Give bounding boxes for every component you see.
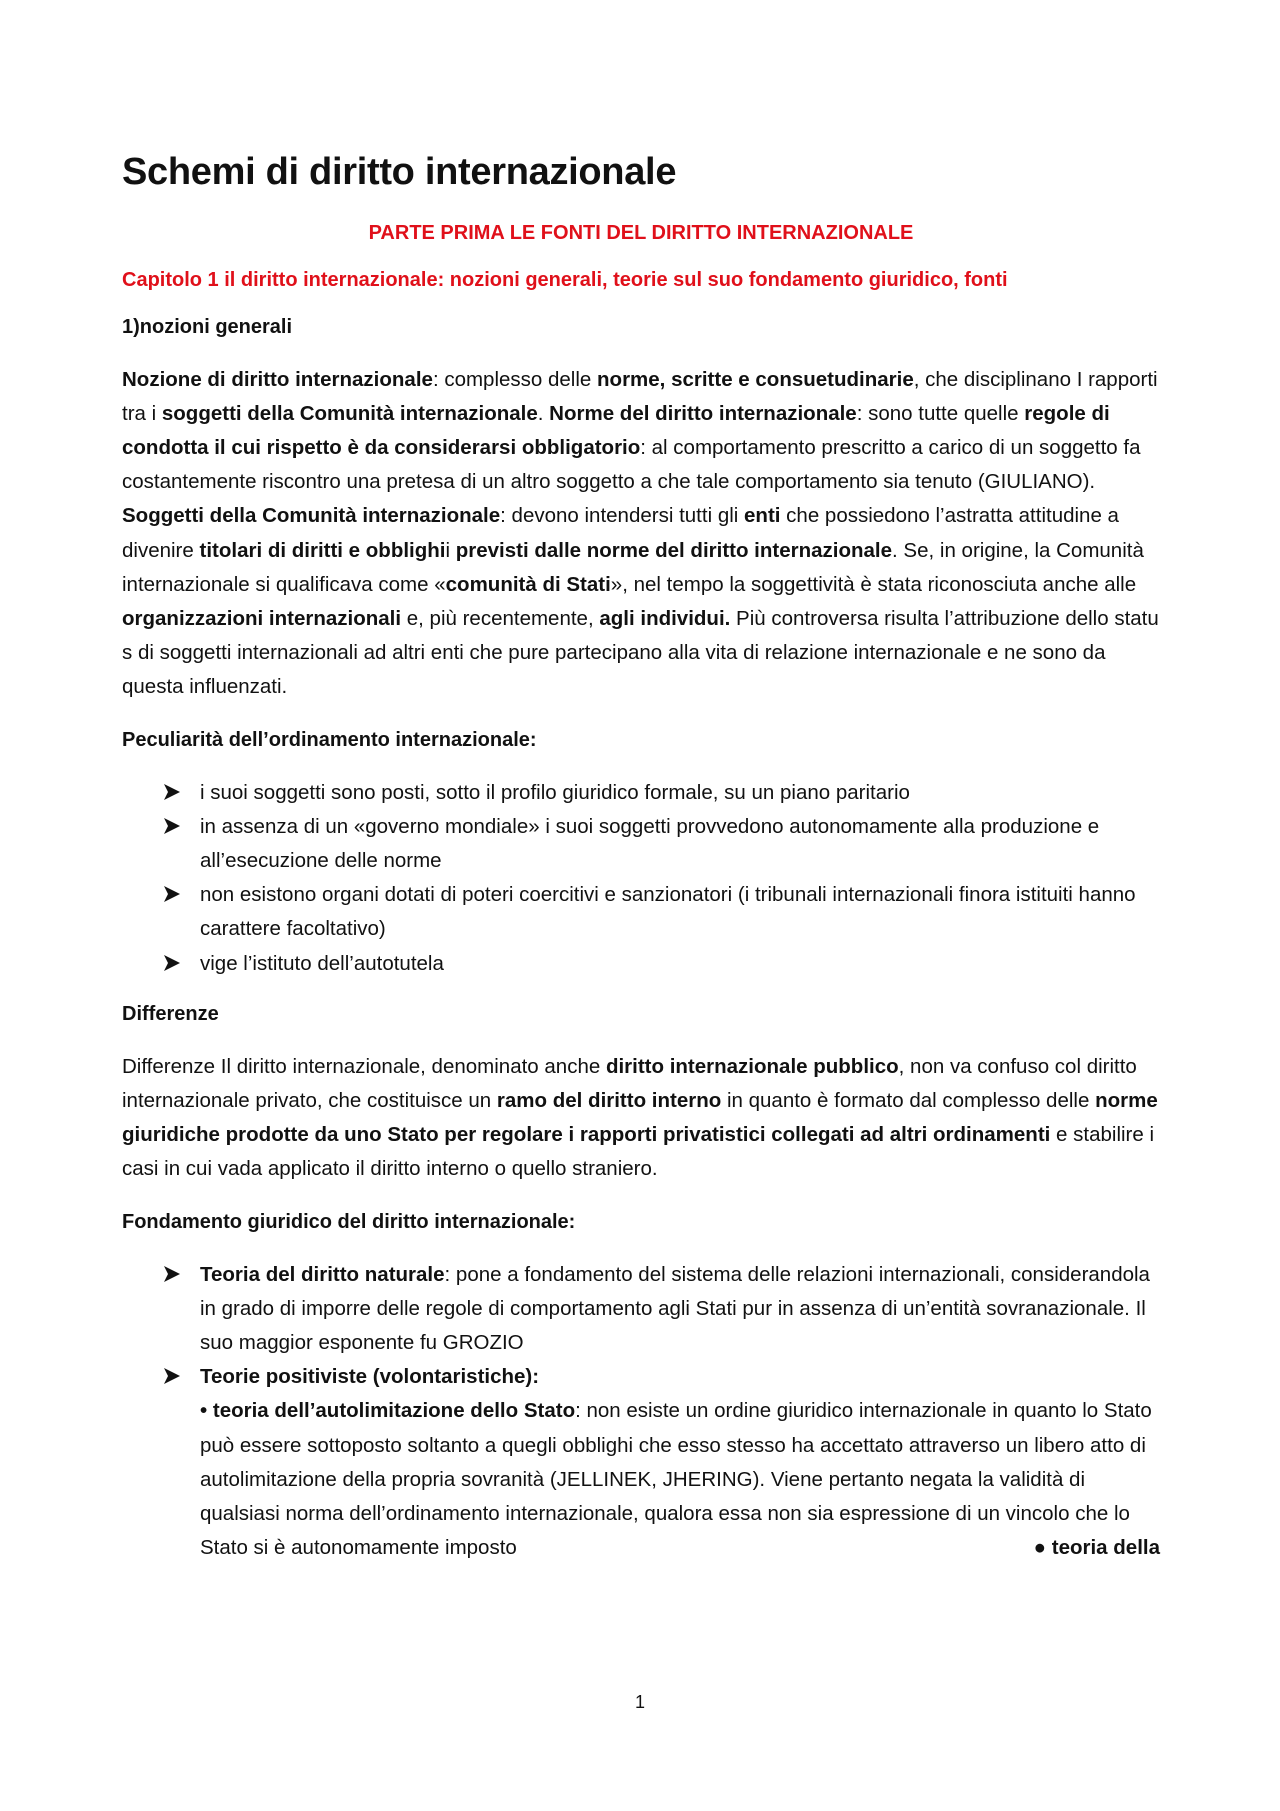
list-item-text: in assenza di un «governo mondiale» i suoi soggetti provvedono autonomamente alla produzione e all’esecuzione delle norme (200, 814, 1100, 873)
text-run: . (537, 401, 550, 425)
bold-term: Nozione di diritto internazionale (122, 367, 433, 391)
text-run: . Se, in origine, la Comunità internazionale si qualificava come « (122, 538, 1144, 596)
bold-term: diritto internazionale pubblico (605, 1054, 899, 1078)
text-run: : complesso delle (432, 367, 598, 391)
section-heading-differenze: Differenze (122, 1002, 219, 1025)
arrow-bullet-icon (162, 1366, 182, 1386)
bold-term: norme giuridiche prodotte da uno Stato per regolare i rapporti privatistici collegati ad altri ordinamenti (122, 1089, 1158, 1147)
list-item (200, 1360, 1160, 1565)
list-item (200, 776, 1160, 810)
arrow-bullet-icon (162, 884, 182, 904)
bold-term: Norme del diritto internazionale (549, 401, 857, 425)
bold-term: norme, scritte e consuetudinarie (597, 367, 914, 391)
page-number: 1 (634, 1692, 645, 1712)
list-item (200, 878, 1160, 946)
text-run: Differenze Il diritto internazionale, denominato anche (122, 1054, 606, 1078)
list-item-text: i suoi soggetti sono posti, sotto il profilo giuridico formale, su un piano paritario (200, 780, 910, 804)
bold-term: enti (744, 504, 781, 528)
arrow-bullet-icon (162, 953, 182, 973)
text-run: , che disciplinano I rapporti tra i (122, 367, 1158, 425)
text-run: Più controversa risulta l’attribuzione dello statu s di soggetti internazionali ad altri enti che pure partecipano alla vita di relazione internazionale e ne sono da questa influenzati. (122, 607, 1159, 699)
text-run: e stabilire i casi in cui vada applicato il diritto interno o quello straniero. (122, 1123, 1155, 1181)
arrow-bullet-icon (162, 782, 182, 802)
arrow-bullet-icon (162, 1264, 182, 1284)
theories-list (122, 1258, 1160, 1566)
section-heading-nozioni: 1)nozioni generali (122, 315, 293, 338)
text-run: e, più recentemente, (401, 607, 600, 631)
text-run: : non esiste un ordine giuridico internazionale in quanto lo Stato può essere sottoposto soltanto a quegli obblighi che esso stesso ha accettato attraverso un libero atto di autolimitazione della propria sovranità (JELLINEK, JHERING). Viene pertanto negata la validità di qualsiasi norma dell’ordinamento internazionale, qualora essa non sia espressione di un vincolo che lo Stato si è autonomamente imposto (200, 1399, 1152, 1560)
text-run: , non va confuso col diritto internazionale privato, che costituisce un (122, 1054, 1137, 1113)
bold-term: soggetti della Comunità internazionale (161, 401, 538, 425)
paragraph-nozioni (122, 363, 1160, 705)
list-item (200, 947, 1160, 981)
text-run: », nel tempo la soggettività è stata riconosciuta anche alle (610, 572, 1137, 596)
bold-term: previsti dalle norme del diritto internazionale (455, 538, 893, 562)
text-run: che possiedono l’astratta attitudine a divenire (122, 504, 1119, 562)
bold-term: ramo del diritto interno (496, 1089, 722, 1113)
peculiarities-list (122, 776, 1160, 981)
bold-term: ● teoria della (1033, 1536, 1160, 1560)
bold-term: regole di condotta il cui rispetto è da considerarsi obbligatorio (122, 401, 1110, 459)
list-item (200, 1258, 1160, 1361)
chapter-heading: Capitolo 1 il diritto internazionale: nozioni generali, teorie sul suo fondamento giuridico, fonti (122, 268, 1008, 291)
list-item-text: non esistono organi dotati di poteri coercitivi e sanzionatori (i tribunali internazionali finora istituiti hanno carattere facoltativo) (200, 883, 1136, 941)
bold-term: organizzazioni internazionali (122, 607, 402, 631)
section-heading-fondamento: Fondamento giuridico del diritto internazionale: (122, 1210, 576, 1233)
bold-term: titolari di diritti e obblighi (199, 538, 446, 562)
text-run: : devono intendersi tutti gli (500, 504, 745, 528)
bold-term: Soggetti della Comunità internazionale (122, 504, 501, 528)
section-heading-peculiarita: Peculiarità dell’ordinamento internazionale: (122, 728, 537, 751)
arrow-bullet-icon (162, 816, 182, 836)
bold-term: Teoria del diritto naturale (200, 1262, 445, 1286)
bold-term: comunità di Stati (445, 572, 611, 596)
document-title: Schemi di diritto internazionale (122, 151, 677, 193)
text-run: : al comportamento prescritto a carico di un soggetto fa costantemente riscontro una pretesa di un altro soggetto a che tale comportamento sia tenuto (GIULIANO). (122, 436, 1141, 494)
part-heading: PARTE PRIMA LE FONTI DEL DIRITTO INTERNAZIONALE (368, 221, 914, 244)
list-item (200, 810, 1160, 878)
bold-term: agli individui. (599, 607, 731, 631)
bold-term: • teoria dell’autolimitazione dello Stato (200, 1399, 576, 1423)
text-run: in quanto è formato dal complesso delle (721, 1089, 1096, 1113)
text-run: : sono tutte quelle (856, 401, 1025, 425)
list-item-text: vige l’istituto dell’autotutela (200, 951, 444, 975)
bold-term: Teorie positiviste (volontaristiche): (200, 1365, 540, 1389)
text-run: : pone a fondamento del sistema delle relazioni internazionali, considerandola in grado di imporre delle regole di comportamento agli Stati pur in assenza di un’entità sovranazionale. Il suo maggior esponente fu GROZIO (200, 1262, 1150, 1355)
paragraph-differenze (122, 1050, 1160, 1187)
text-run: i (445, 538, 456, 562)
